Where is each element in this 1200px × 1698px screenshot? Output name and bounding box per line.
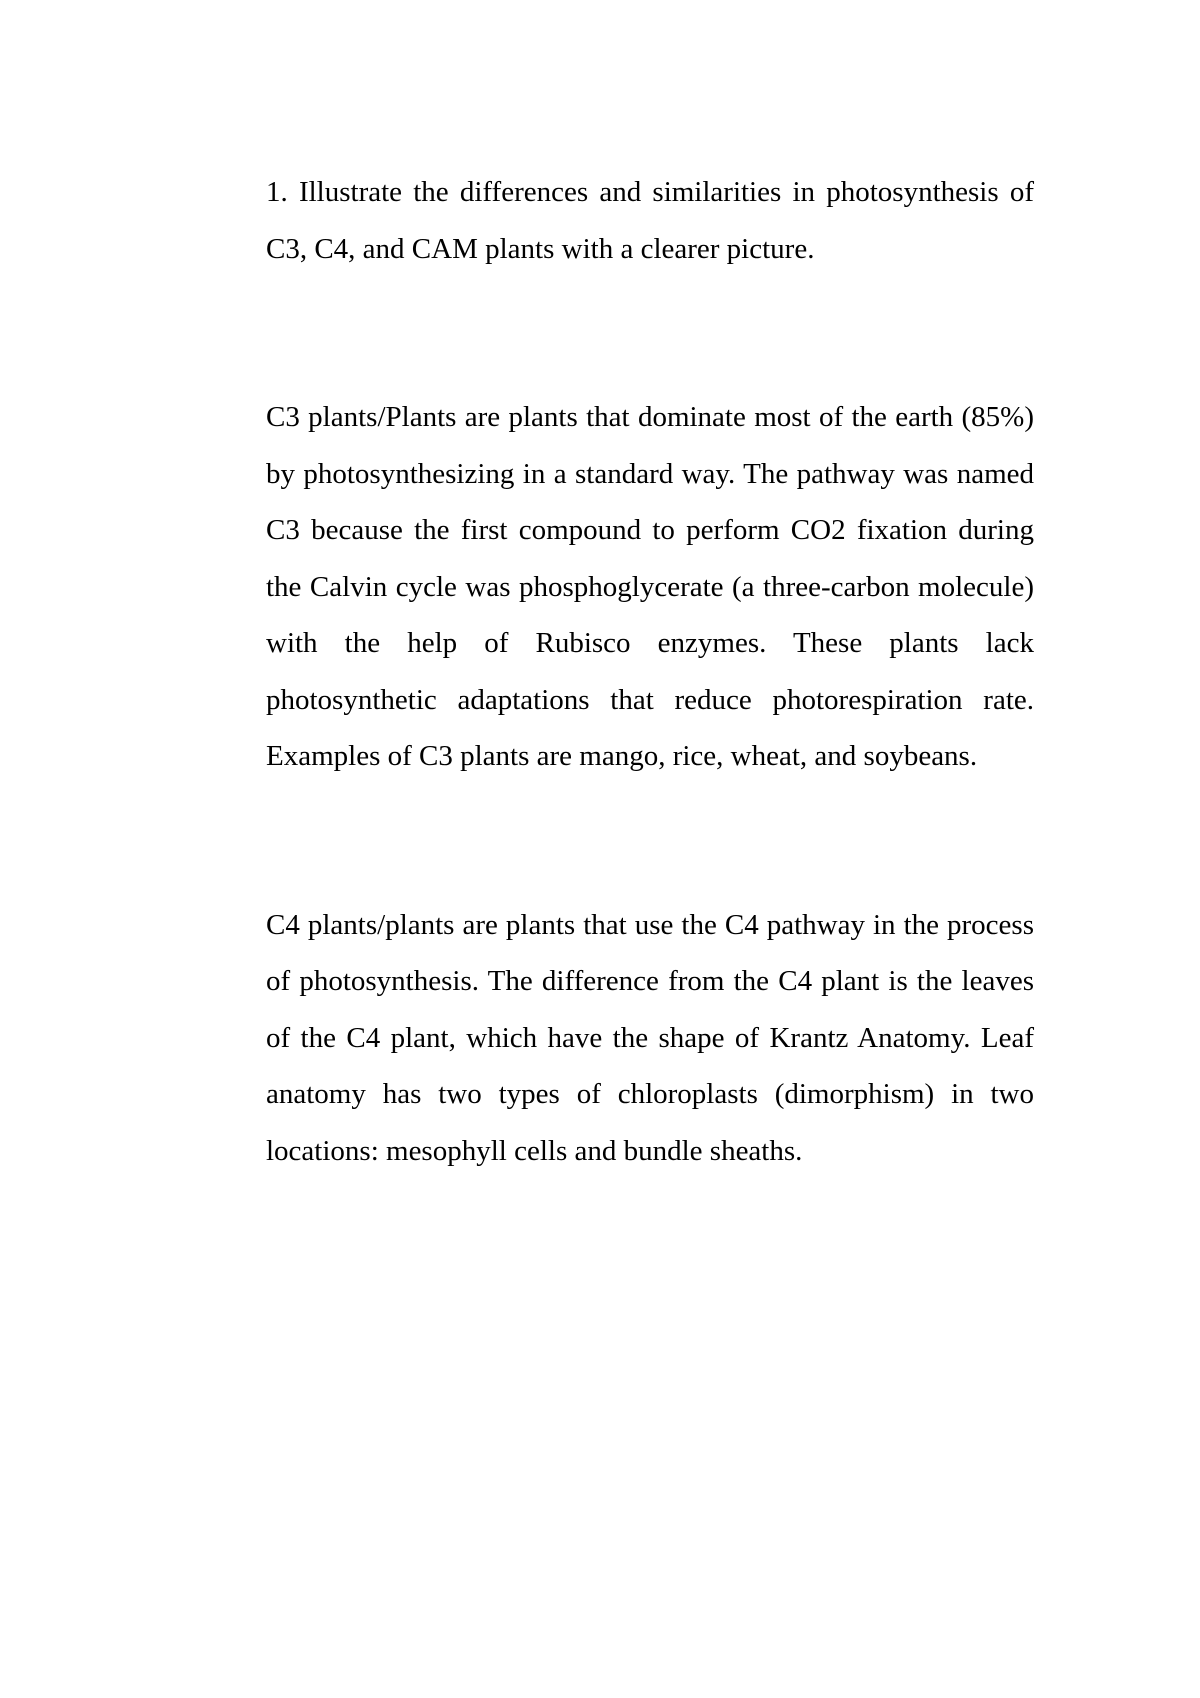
- document-body: [266, 164, 1034, 1179]
- c4-plants-paragraph: C4 plants/plants are plants that use the C4 pathway in the process of photosynthesis. The difference from the C4 plant is the leaves of the C4 plant, which have the shape of Krantz Anatomy. Leaf anatomy has two types of chloroplasts (dimorphism) in two locations: mesophyll cells and bundle sheaths.: [266, 908, 1034, 1167]
- c3-plants-paragraph: C3 plants/Plants are plants that dominate most of the earth (85%) by photosynthesizing in a standard way. The pathway was named C3 because the first compound to perform CO2 fixation during the Calvin cycle was phosphoglycerate (a three-carbon molecule) with the help of Rubisco enzymes. These plants lack photosynthetic adaptations that reduce photorespiration rate. Examples of C3 plants are mango, rice, wheat, and soybeans.: [266, 401, 1034, 772]
- question-text: 1. Illustrate the differences and similarities in photosynthesis of C3, C4, and CAM plants with a clearer picture.: [266, 176, 1034, 265]
